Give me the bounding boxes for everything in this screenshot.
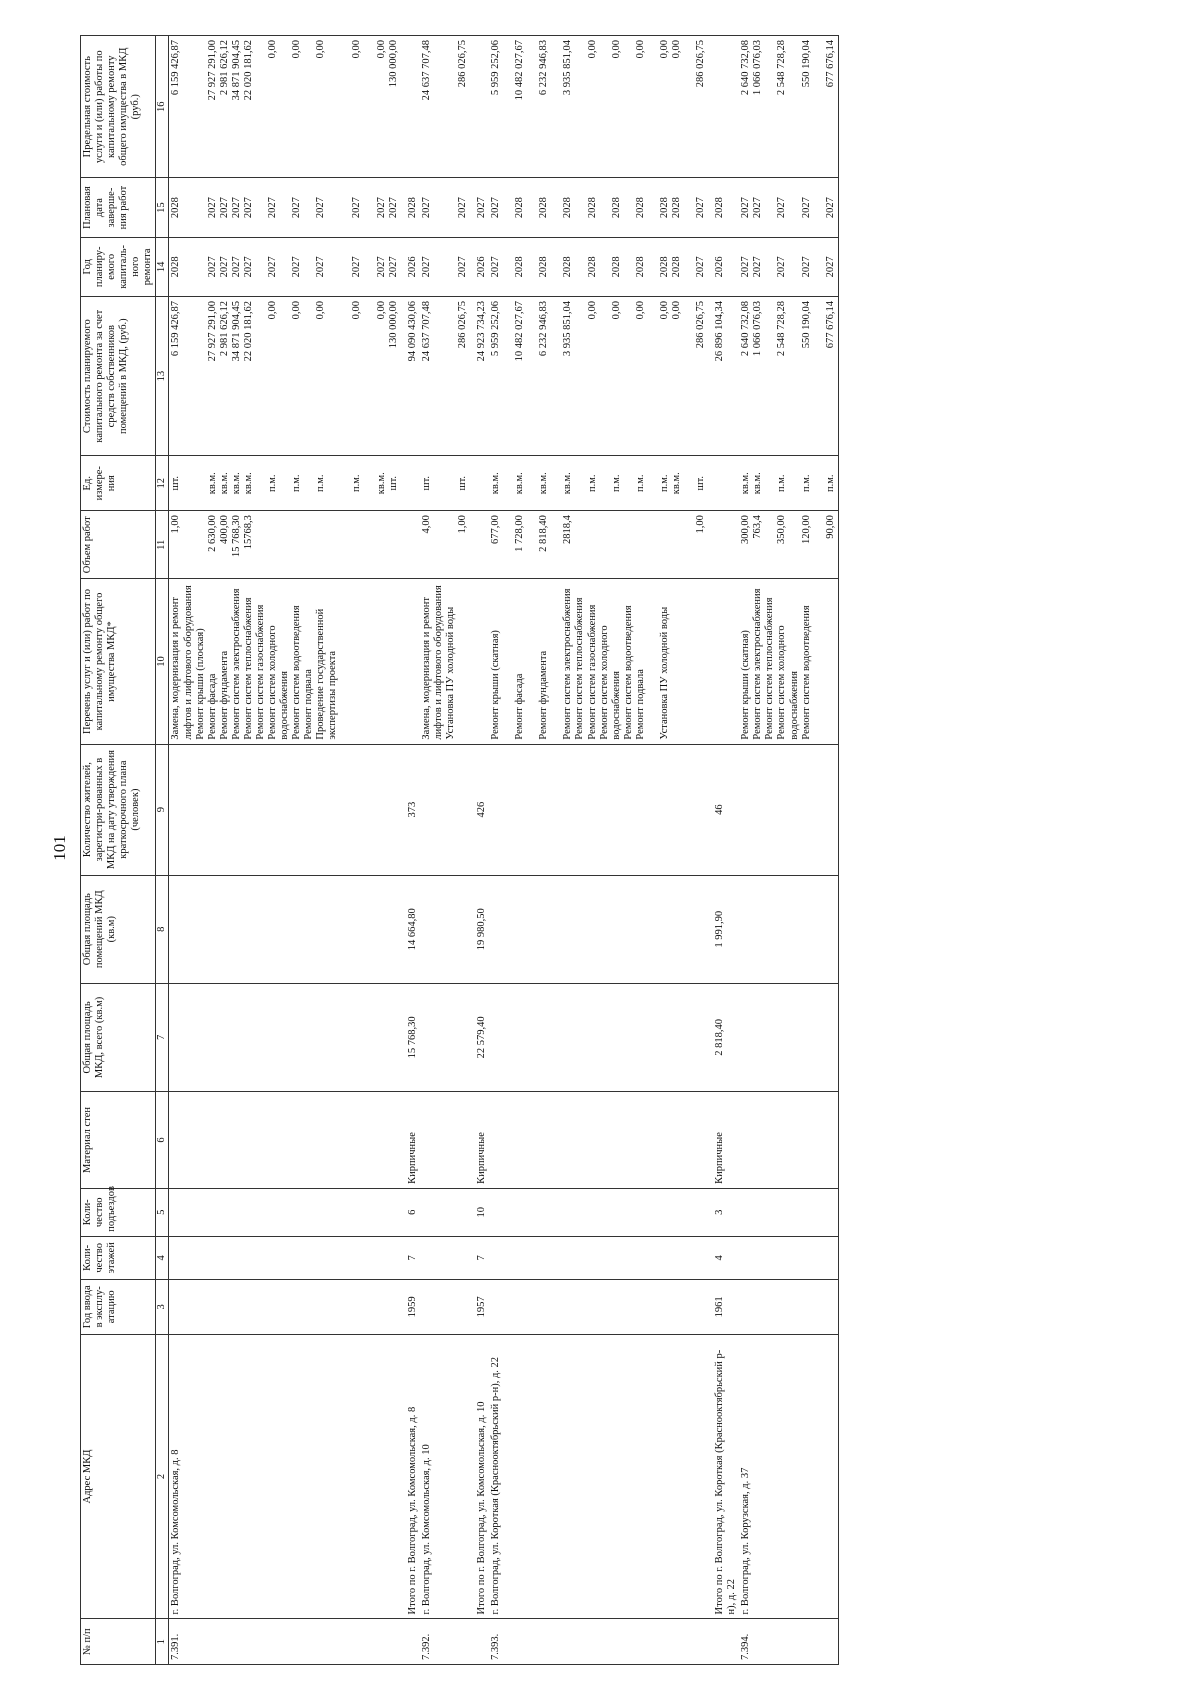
cell-completion-year: 2027 2028 2028 2028 2028 2028 2028 2028 2028 2027 [489, 178, 708, 237]
col-number: 2 [156, 1334, 169, 1619]
cell-year-commissioned: 1959 [401, 1279, 420, 1334]
cell-entrances [739, 1188, 838, 1236]
cell-floors [420, 1236, 470, 1279]
cell-year-commissioned [420, 1279, 470, 1334]
cell-planned-cost: 6 159 426,87 27 927 291,00 2 981 626,12 34 871 904,45 22 020 181,62 0,00 0,00 0,00 0,00 0,00 130 000,00 [169, 296, 401, 455]
col-number: 16 [156, 36, 169, 178]
cell-wall-material: Кирпичные [401, 1092, 420, 1189]
cell-address: Итого по г. Волгоград, ул. Комсомольская, д. 8 [401, 1334, 420, 1619]
col-header-total-area: Общая площадь МКД, всего (кв.м) [81, 983, 156, 1091]
cell-completion-year: 2028 [401, 178, 420, 237]
col-header-year: Год ввода в эксплу-атацию [81, 1279, 156, 1334]
cell-row-number: 7.391. [169, 1619, 401, 1665]
cell-unit [470, 456, 489, 511]
cell-planned-cost: 5 959 252,06 10 482 027,67 6 232 946,83 3 935 851,04 0,00 0,00 0,00 0,00 0,00 286 026,75 [489, 296, 708, 455]
cell-work-volume: 677,00 1 728,00 2 818,40 2818,4 1,00 [489, 511, 708, 579]
cell-premises-area: 1 991,90 [708, 875, 739, 983]
cell-year-commissioned: 1957 [470, 1279, 489, 1334]
cell-work-volume [401, 511, 420, 579]
col-number: 1 [156, 1619, 169, 1665]
cell-row-number [470, 1619, 489, 1665]
cell-residents: 373 [401, 744, 420, 875]
col-number: 4 [156, 1236, 169, 1279]
col-header-floors: Коли-чество этажей [81, 1236, 156, 1279]
cell-wall-material [739, 1092, 838, 1189]
cell-max-cost: 5 959 252,06 10 482 027,67 6 232 946,83 3 935 851,04 0,00 0,00 0,00 0,00 0,00 286 026,75 [489, 36, 708, 178]
cell-max-cost: 2 640 732,08 1 066 076,03 2 548 728,28 550 190,04 677 676,14 [739, 36, 838, 178]
col-number: 5 [156, 1188, 169, 1236]
col-number: 7 [156, 983, 169, 1091]
cell-repair-year: 2026 [401, 237, 420, 296]
cell-unit: шт. шт. [420, 456, 470, 511]
cell-total-area [739, 983, 838, 1091]
cell-address: г. Волгоград, ул. Корузская, д. 37 [739, 1334, 838, 1619]
cell-total-area [489, 983, 708, 1091]
cell-max-cost [401, 36, 420, 178]
cell-work-volume [708, 511, 739, 579]
cell-wall-material: Кирпичные [708, 1092, 739, 1189]
cell-address: г. Волгоград, ул. Комсомольская, д. 8 [169, 1334, 401, 1619]
cell-unit: кв.м. кв.м. кв.м. кв.м. п.м. п.м. п.м. п.м. кв.м. шт. [489, 456, 708, 511]
cell-year-commissioned: 1961 [708, 1279, 739, 1334]
cell-max-cost: 6 159 426,87 27 927 291,00 2 981 626,12 34 871 904,45 22 020 181,62 0,00 0,00 0,00 0,00 0,00 130 000,00 [169, 36, 401, 178]
col-number: 12 [156, 456, 169, 511]
cell-row-number [401, 1619, 420, 1665]
cell-address: г. Волгоград, ул. Короткая (Краснооктябрьский р-н), д. 22 [489, 1334, 708, 1619]
cell-premises-area: 19 980,50 [470, 875, 489, 983]
cell-row-number: 7.394. [739, 1619, 838, 1665]
cell-year-commissioned [489, 1279, 708, 1334]
cell-planned-cost: 26 896 104,34 [708, 296, 739, 455]
cell-unit: шт. кв.м. кв.м. кв.м. кв.м. п.м. п.м. п.м. п.м. кв.м. шт. [169, 456, 401, 511]
cell-residents: 426 [470, 744, 489, 875]
cell-year-commissioned [169, 1279, 401, 1334]
rotated-page [80, 35, 1175, 1665]
col-header-completion-date: Плановая дата заверше-ния работ [81, 178, 156, 237]
cell-total-area: 22 579,40 [470, 983, 489, 1091]
cell-repair-year: 2026 [470, 237, 489, 296]
cell-wall-material [169, 1092, 401, 1189]
col-header-entrances: Коли-чество подъездов [81, 1188, 156, 1236]
cell-works-list: Замена, модернизация и ремонт лифтов и лифтового оборудования Установка ПУ холодной воды [420, 579, 470, 744]
cell-floors [739, 1236, 838, 1279]
cell-works-list: Замена, модернизация и ремонт лифтов и лифтового оборудования Ремонт крыши (плоская) Ремонт фасада Ремонт фундамента Ремонт систем электроснабжения Ремонт систем теплоснабжения Ремонт систем газоснабжения Ремонт систем холодного водоснабжения Ремонт систем водоотведения Ремонт подвала Проведение государственной экспертизы проекта [169, 579, 401, 744]
cell-works-list: Ремонт крыши (скатная) Ремонт систем электроснабжения Ремонт систем теплоснабжения Ремонт систем холодного водоснабжения Ремонт систем водоотведения [739, 579, 838, 744]
col-header-works-list: Перечень услуг и (или) работ по капитальному ремонту общего имущества МКД* [81, 579, 156, 744]
col-header-cost: Стоимость планируемого капитального ремонта за счет средств собственников помещений в МКД, (руб.) [81, 296, 156, 455]
cell-entrances [169, 1188, 401, 1236]
col-header-premises-area: Общая площадь помещений МКД (кв.м) [81, 875, 156, 983]
cell-residents: 46 [708, 744, 739, 875]
col-number: 9 [156, 744, 169, 875]
cell-entrances [489, 1188, 708, 1236]
cell-planned-cost: 2 640 732,08 1 066 076,03 2 548 728,28 550 190,04 677 676,14 [739, 296, 838, 455]
cell-total-area: 15 768,30 [401, 983, 420, 1091]
cell-completion-year: 2027 [470, 178, 489, 237]
cell-max-cost [470, 36, 489, 178]
cell-max-cost [708, 36, 739, 178]
table-row [420, 36, 470, 1665]
total-row [470, 36, 489, 1665]
cell-premises-area: 14 664,80 [401, 875, 420, 983]
cell-floors: 4 [708, 1236, 739, 1279]
cell-work-volume [470, 511, 489, 579]
cell-works-list [401, 579, 420, 744]
cell-entrances: 6 [401, 1188, 420, 1236]
cell-address: Итого по г. Волгоград, ул. Короткая (Краснооктябрьский р-н), д. 22 [708, 1334, 739, 1619]
col-header-volume: Объем работ [81, 511, 156, 579]
col-number: 10 [156, 579, 169, 744]
cell-work-volume: 300,00 763,4 350,00 120,00 90,00 [739, 511, 838, 579]
cell-residents [489, 744, 708, 875]
cell-residents [169, 744, 401, 875]
cell-work-volume: 4,00 1,00 [420, 511, 470, 579]
total-row [708, 36, 739, 1665]
col-number: 3 [156, 1279, 169, 1334]
page-number: 101 [50, 835, 69, 861]
col-number: 6 [156, 1092, 169, 1189]
cell-premises-area [169, 875, 401, 983]
cell-address: Итого по г. Волгоград, ул. Комсомольская, д. 10 [470, 1334, 489, 1619]
cell-completion-year: 2028 2027 2027 2027 2027 2027 2027 2027 2027 2027 2027 [169, 178, 401, 237]
repair-plan-table [80, 35, 839, 1665]
cell-residents [420, 744, 470, 875]
table-row [489, 36, 708, 1665]
cell-address: г. Волгоград, ул. Комсомольская, д. 10 [420, 1334, 470, 1619]
col-header-repair-year: Год планиру-емого капиталь-ного ремонта [81, 237, 156, 296]
cell-works-list [470, 579, 489, 744]
col-header-wall-material: Материал стен [81, 1092, 156, 1189]
cell-entrances: 10 [470, 1188, 489, 1236]
cell-year-commissioned [739, 1279, 838, 1334]
cell-works-list: Ремонт крыши (скатная) Ремонт фасада Ремонт фундамента Ремонт систем электроснабжения Ремонт систем теплоснабжения Ремонт систем газоснабжения Ремонт систем холодного водоснабжения Ремонт систем водоотведения Ремонт подвала Установка ПУ холодной воды [489, 579, 708, 744]
col-header-address: Адрес МКД [81, 1334, 156, 1619]
cell-row-number: 7.392. [420, 1619, 470, 1665]
table-row [739, 36, 838, 1665]
col-header-unit: Ед. измере-ния [81, 456, 156, 511]
cell-planned-cost: 24 923 734,23 [470, 296, 489, 455]
cell-floors [489, 1236, 708, 1279]
cell-work-volume: 1,00 2 630,00 400,00 15 768,30 15768,3 [169, 511, 401, 579]
col-number: 14 [156, 237, 169, 296]
cell-unit [708, 456, 739, 511]
cell-floors: 7 [470, 1236, 489, 1279]
cell-unit [401, 456, 420, 511]
cell-wall-material: Кирпичные [470, 1092, 489, 1189]
cell-repair-year: 2026 [708, 237, 739, 296]
col-number: 15 [156, 178, 169, 237]
cell-wall-material [420, 1092, 470, 1189]
cell-premises-area [489, 875, 708, 983]
cell-entrances: 3 [708, 1188, 739, 1236]
cell-floors: 7 [401, 1236, 420, 1279]
col-number: 11 [156, 511, 169, 579]
cell-premises-area [420, 875, 470, 983]
cell-completion-year: 2027 2027 2027 2027 2027 [739, 178, 838, 237]
column-number-row [156, 36, 169, 1665]
cell-repair-year: 2027 2027 [420, 237, 470, 296]
cell-wall-material [489, 1092, 708, 1189]
cell-row-number: 7.393. [489, 1619, 708, 1665]
cell-total-area [169, 983, 401, 1091]
cell-residents [739, 744, 838, 875]
cell-repair-year: 2027 2027 2027 2027 2027 [739, 237, 838, 296]
cell-max-cost: 24 637 707,48 286 026,75 [420, 36, 470, 178]
cell-total-area [420, 983, 470, 1091]
table-body [169, 36, 838, 1665]
header-row [81, 36, 156, 1665]
cell-premises-area [739, 875, 838, 983]
col-number: 8 [156, 875, 169, 983]
cell-total-area: 2 818,40 [708, 983, 739, 1091]
cell-planned-cost: 24 637 707,48 286 026,75 [420, 296, 470, 455]
cell-unit: кв.м. кв.м. п.м. п.м. п.м. [739, 456, 838, 511]
cell-entrances [420, 1188, 470, 1236]
cell-repair-year: 2028 2027 2027 2027 2027 2027 2027 2027 2027 2027 2027 [169, 237, 401, 296]
cell-planned-cost: 94 090 430,06 [401, 296, 420, 455]
cell-works-list [708, 579, 739, 744]
table-row [169, 36, 401, 1665]
col-header-number: № п/п [81, 1619, 156, 1665]
col-header-max-cost: Предельная стоимость услуги и (или) работы по капитальному ремонту общего имущества в МКД (руб.) [81, 36, 156, 178]
cell-row-number [708, 1619, 739, 1665]
cell-floors [169, 1236, 401, 1279]
cell-completion-year: 2028 [708, 178, 739, 237]
col-header-residents: Количество жителей, зарегистри-рованных в МКД на дату утверждения краткосрочного плана (человек) [81, 744, 156, 875]
col-number: 13 [156, 296, 169, 455]
cell-completion-year: 2027 2027 [420, 178, 470, 237]
total-row [401, 36, 420, 1665]
cell-repair-year: 2027 2028 2028 2028 2028 2028 2028 2028 2028 2027 [489, 237, 708, 296]
